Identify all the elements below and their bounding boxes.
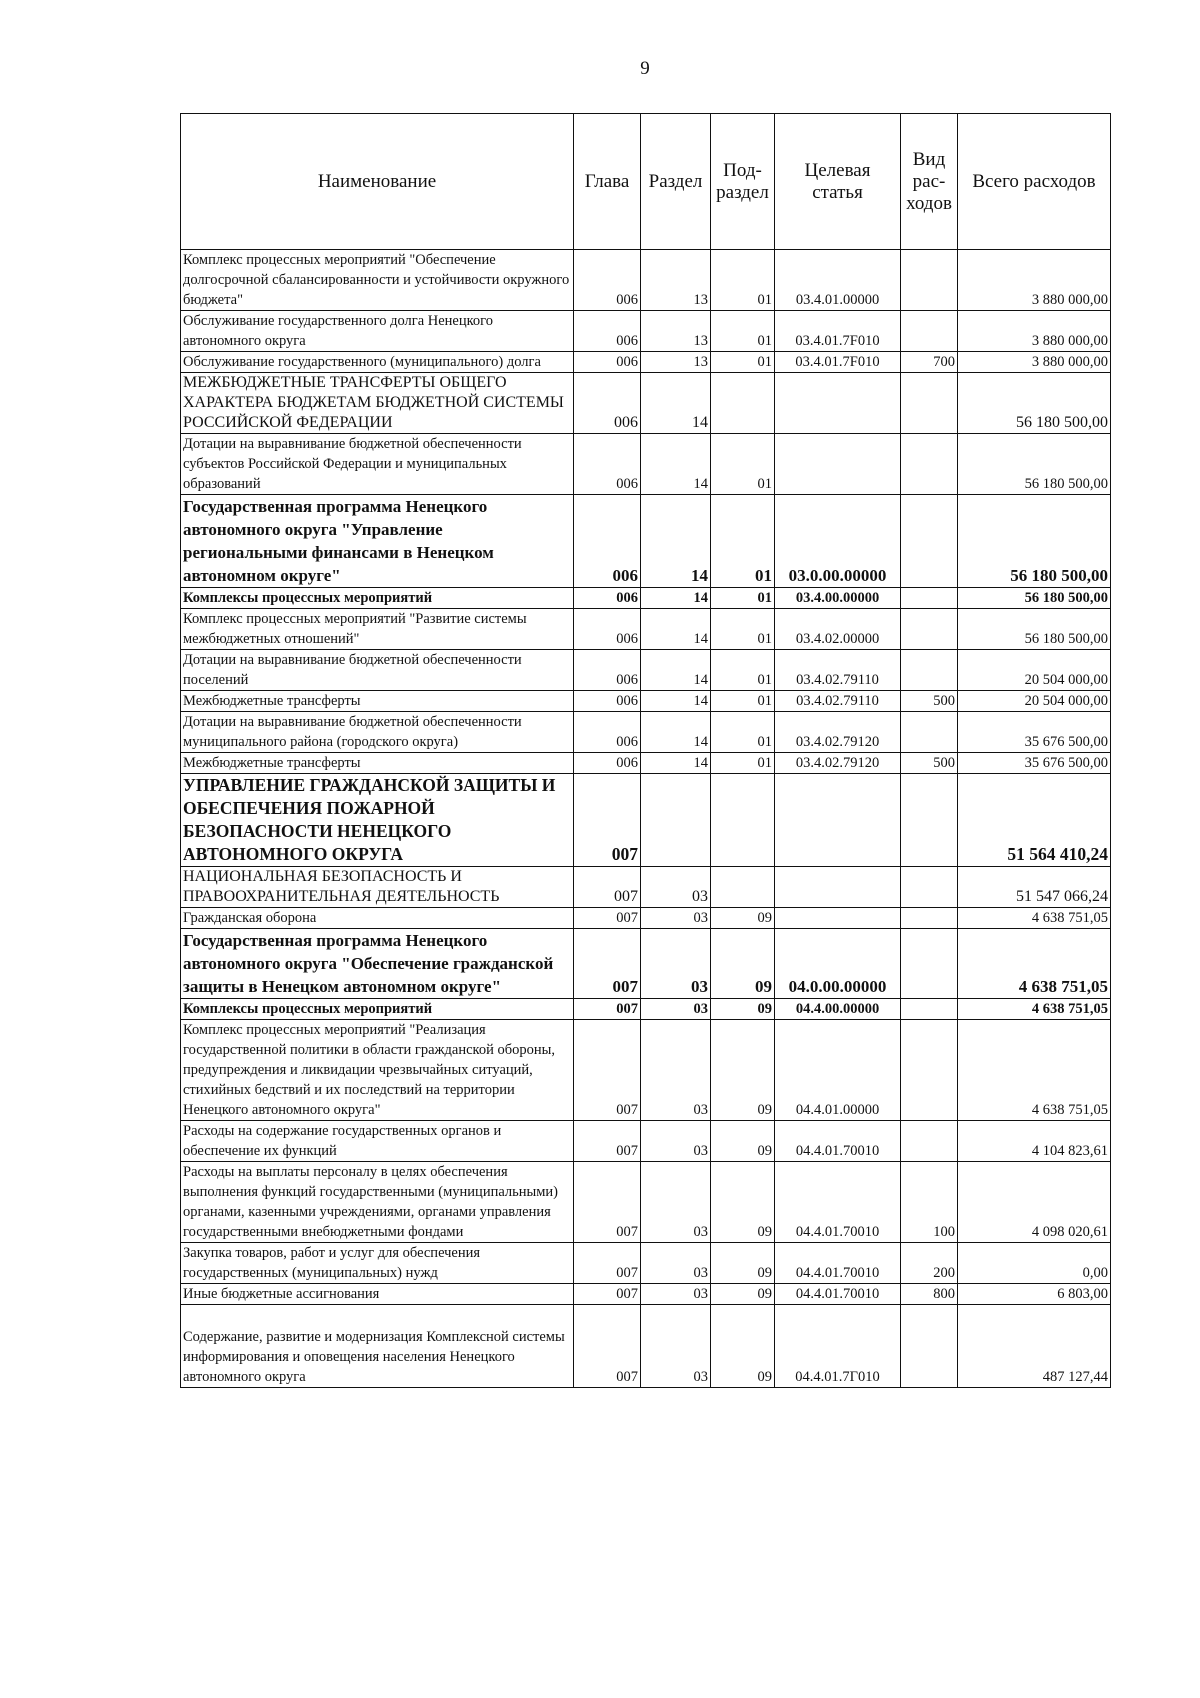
cell-chapter: 007 [574,908,641,929]
cell-expense-type [901,774,958,867]
cell-total: 3 880 000,00 [958,311,1111,352]
table-row [181,1284,1111,1305]
cell-expense-type: 500 [901,753,958,774]
cell-article: 04.4.01.7Г010 [775,1305,901,1388]
cell-total: 51 564 410,24 [958,774,1111,867]
cell-article: 04.4.01.70010 [775,1284,901,1305]
cell-total: 4 098 020,61 [958,1162,1111,1243]
cell-subsection: 01 [711,588,775,609]
cell-expense-type [901,250,958,311]
cell-name: Государственная программа Ненецкого автономного округа "Управление региональными финансами в Ненецком автономном округе" [181,495,574,588]
cell-chapter: 006 [574,352,641,373]
cell-expense-type [901,588,958,609]
cell-expense-type: 200 [901,1243,958,1284]
cell-total: 6 803,00 [958,1284,1111,1305]
cell-article: 04.4.01.00000 [775,1020,901,1121]
cell-subsection: 01 [711,753,775,774]
cell-expense-type: 800 [901,1284,958,1305]
header-article: Целевая статья [775,114,901,250]
cell-name: Комплекс процессных мероприятий "Развитие системы межбюджетных отношений" [181,609,574,650]
cell-section: 03 [641,1162,711,1243]
table-row [181,712,1111,753]
table-header-row [181,114,1111,250]
cell-total: 56 180 500,00 [958,373,1111,434]
table-row [181,373,1111,434]
cell-section: 13 [641,311,711,352]
cell-section: 13 [641,250,711,311]
cell-chapter: 006 [574,609,641,650]
cell-chapter: 006 [574,250,641,311]
cell-article: 03.4.01.00000 [775,250,901,311]
cell-expense-type [901,929,958,999]
table-row [181,311,1111,352]
header-chapter: Глава [574,114,641,250]
cell-expense-type: 700 [901,352,958,373]
cell-name: Гражданская оборона [181,908,574,929]
cell-expense-type [901,609,958,650]
cell-name: НАЦИОНАЛЬНАЯ БЕЗОПАСНОСТЬ И ПРАВООХРАНИТЕЛЬНАЯ ДЕЯТЕЛЬНОСТЬ [181,867,574,908]
cell-article: 04.0.00.00000 [775,929,901,999]
cell-article: 03.0.00.00000 [775,495,901,588]
header-total: Всего расходов [958,114,1111,250]
cell-section: 14 [641,588,711,609]
cell-subsection: 01 [711,311,775,352]
cell-name: МЕЖБЮДЖЕТНЫЕ ТРАНСФЕРТЫ ОБЩЕГО ХАРАКТЕРА БЮДЖЕТАМ БЮДЖЕТНОЙ СИСТЕМЫ РОССИЙСКОЙ ФЕДЕРАЦИИ [181,373,574,434]
table-row [181,908,1111,929]
cell-chapter: 007 [574,1121,641,1162]
cell-section: 03 [641,1284,711,1305]
cell-section: 03 [641,1121,711,1162]
cell-section: 14 [641,434,711,495]
cell-name: Межбюджетные трансферты [181,753,574,774]
table-row [181,691,1111,712]
cell-name: Государственная программа Ненецкого автономного округа "Обеспечение гражданской защиты в Ненецком автономном округе" [181,929,574,999]
cell-section: 14 [641,373,711,434]
cell-total: 56 180 500,00 [958,609,1111,650]
cell-section: 14 [641,650,711,691]
cell-total: 3 880 000,00 [958,352,1111,373]
cell-article: 03.4.02.79110 [775,650,901,691]
cell-section: 14 [641,712,711,753]
cell-subsection [711,774,775,867]
cell-name: УПРАВЛЕНИЕ ГРАЖДАНСКОЙ ЗАЩИТЫ И ОБЕСПЕЧЕНИЯ ПОЖАРНОЙ БЕЗОПАСНОСТИ НЕНЕЦКОГО АВТОНОМНОГО ОКРУГА [181,774,574,867]
cell-total: 4 638 751,05 [958,1020,1111,1121]
cell-chapter: 006 [574,588,641,609]
cell-article: 03.4.02.79120 [775,753,901,774]
table-row [181,1305,1111,1388]
cell-name: Комплекс процессных мероприятий "Реализация государственной политики в области гражданской обороны, предупреждения и ликвидации чрезвычайных ситуаций, стихийных бедствий и их последствий на территории Ненецкого автономного округа" [181,1020,574,1121]
cell-article [775,867,901,908]
cell-chapter: 007 [574,867,641,908]
cell-name: Иные бюджетные ассигнования [181,1284,574,1305]
cell-chapter: 006 [574,691,641,712]
cell-total: 56 180 500,00 [958,588,1111,609]
table-row [181,753,1111,774]
cell-article: 03.4.02.79120 [775,712,901,753]
cell-total: 20 504 000,00 [958,650,1111,691]
header-subsection: Под-раздел [711,114,775,250]
table-row [181,1162,1111,1243]
cell-section: 03 [641,1305,711,1388]
cell-total: 4 104 823,61 [958,1121,1111,1162]
cell-expense-type [901,495,958,588]
cell-subsection: 01 [711,495,775,588]
cell-subsection: 09 [711,908,775,929]
cell-name: Дотации на выравнивание бюджетной обеспеченности муниципального района (городского округа) [181,712,574,753]
cell-expense-type [901,999,958,1020]
cell-chapter: 007 [574,999,641,1020]
cell-article: 04.4.01.70010 [775,1243,901,1284]
cell-chapter: 007 [574,1305,641,1388]
cell-article [775,908,901,929]
cell-name: Дотации на выравнивание бюджетной обеспеченности субъектов Российской Федерации и муниципальных образований [181,434,574,495]
cell-expense-type [901,434,958,495]
cell-total: 35 676 500,00 [958,712,1111,753]
cell-section: 03 [641,1020,711,1121]
cell-name: Дотации на выравнивание бюджетной обеспеченности поселений [181,650,574,691]
cell-subsection: 01 [711,250,775,311]
cell-chapter: 006 [574,434,641,495]
table-row [181,250,1111,311]
cell-section: 14 [641,609,711,650]
table-row [181,609,1111,650]
cell-section: 03 [641,929,711,999]
cell-expense-type [901,650,958,691]
cell-subsection: 09 [711,1305,775,1388]
cell-expense-type [901,908,958,929]
cell-expense-type: 100 [901,1162,958,1243]
cell-section: 03 [641,1243,711,1284]
cell-total: 487 127,44 [958,1305,1111,1388]
cell-article: 03.4.01.7F010 [775,311,901,352]
cell-chapter: 007 [574,774,641,867]
cell-subsection: 09 [711,1284,775,1305]
cell-subsection [711,373,775,434]
table-row [181,588,1111,609]
cell-subsection: 01 [711,691,775,712]
cell-subsection: 01 [711,712,775,753]
cell-subsection: 01 [711,352,775,373]
table-row [181,929,1111,999]
cell-article [775,434,901,495]
cell-name: Комплексы процессных мероприятий [181,588,574,609]
page-number: 9 [640,58,650,79]
table-row [181,352,1111,373]
cell-section [641,774,711,867]
cell-subsection: 09 [711,1162,775,1243]
table-row [181,999,1111,1020]
table-row [181,1243,1111,1284]
cell-chapter: 006 [574,753,641,774]
cell-total: 4 638 751,05 [958,929,1111,999]
cell-name: Комплексы процессных мероприятий [181,999,574,1020]
cell-name: Содержание, развитие и модернизация Комплексной системы информирования и оповещения населения Ненецкого автономного округа [181,1305,574,1388]
cell-chapter: 006 [574,495,641,588]
cell-chapter: 006 [574,373,641,434]
cell-expense-type [901,1020,958,1121]
cell-total: 0,00 [958,1243,1111,1284]
cell-name: Закупка товаров, работ и услуг для обеспечения государственных (муниципальных) нужд [181,1243,574,1284]
cell-article: 03.4.01.7F010 [775,352,901,373]
cell-expense-type [901,712,958,753]
cell-subsection: 09 [711,999,775,1020]
cell-chapter: 007 [574,1162,641,1243]
cell-article: 04.4.01.70010 [775,1121,901,1162]
cell-total: 56 180 500,00 [958,434,1111,495]
cell-total: 56 180 500,00 [958,495,1111,588]
cell-article: 03.4.02.00000 [775,609,901,650]
table-row [181,867,1111,908]
cell-section: 03 [641,867,711,908]
cell-subsection: 09 [711,1243,775,1284]
budget-table [180,113,1111,1388]
cell-total: 35 676 500,00 [958,753,1111,774]
cell-total: 4 638 751,05 [958,908,1111,929]
table-row [181,774,1111,867]
cell-name: Комплекс процессных мероприятий "Обеспечение долгосрочной сбалансированности и устойчивости окружного бюджета" [181,250,574,311]
cell-article [775,774,901,867]
cell-section: 13 [641,352,711,373]
cell-total: 4 638 751,05 [958,999,1111,1020]
cell-subsection: 09 [711,1020,775,1121]
cell-chapter: 007 [574,1284,641,1305]
header-expense-type: Вид рас-ходов [901,114,958,250]
cell-chapter: 006 [574,712,641,753]
table-row [181,650,1111,691]
header-section: Раздел [641,114,711,250]
cell-chapter: 007 [574,1243,641,1284]
cell-article [775,373,901,434]
cell-chapter: 006 [574,311,641,352]
cell-section: 14 [641,691,711,712]
cell-section: 03 [641,999,711,1020]
cell-subsection: 09 [711,1121,775,1162]
cell-section: 03 [641,908,711,929]
cell-chapter: 006 [574,650,641,691]
cell-name: Обслуживание государственного (муниципального) долга [181,352,574,373]
cell-subsection: 01 [711,434,775,495]
header-name: Наименование [181,114,574,250]
cell-expense-type [901,373,958,434]
cell-total: 3 880 000,00 [958,250,1111,311]
cell-subsection: 01 [711,609,775,650]
cell-total: 51 547 066,24 [958,867,1111,908]
cell-expense-type [901,311,958,352]
cell-expense-type [901,867,958,908]
cell-name: Расходы на содержание государственных органов и обеспечение их функций [181,1121,574,1162]
cell-subsection: 01 [711,650,775,691]
table-row [181,495,1111,588]
cell-name: Обслуживание государственного долга Ненецкого автономного округа [181,311,574,352]
cell-chapter: 007 [574,1020,641,1121]
cell-expense-type [901,1121,958,1162]
cell-section: 14 [641,753,711,774]
cell-name: Межбюджетные трансферты [181,691,574,712]
cell-chapter: 007 [574,929,641,999]
cell-article: 03.4.00.00000 [775,588,901,609]
cell-section: 14 [641,495,711,588]
cell-expense-type: 500 [901,691,958,712]
cell-subsection: 09 [711,929,775,999]
table-row [181,1020,1111,1121]
cell-name: Расходы на выплаты персоналу в целях обеспечения выполнения функций государственными (муниципальными) органами, казенными учреждениями, органами управления государственными внебюджетными фондами [181,1162,574,1243]
cell-total: 20 504 000,00 [958,691,1111,712]
cell-article: 04.4.01.70010 [775,1162,901,1243]
table-row [181,434,1111,495]
cell-subsection [711,867,775,908]
cell-article: 04.4.00.00000 [775,999,901,1020]
cell-expense-type [901,1305,958,1388]
cell-article: 03.4.02.79110 [775,691,901,712]
table-row [181,1121,1111,1162]
